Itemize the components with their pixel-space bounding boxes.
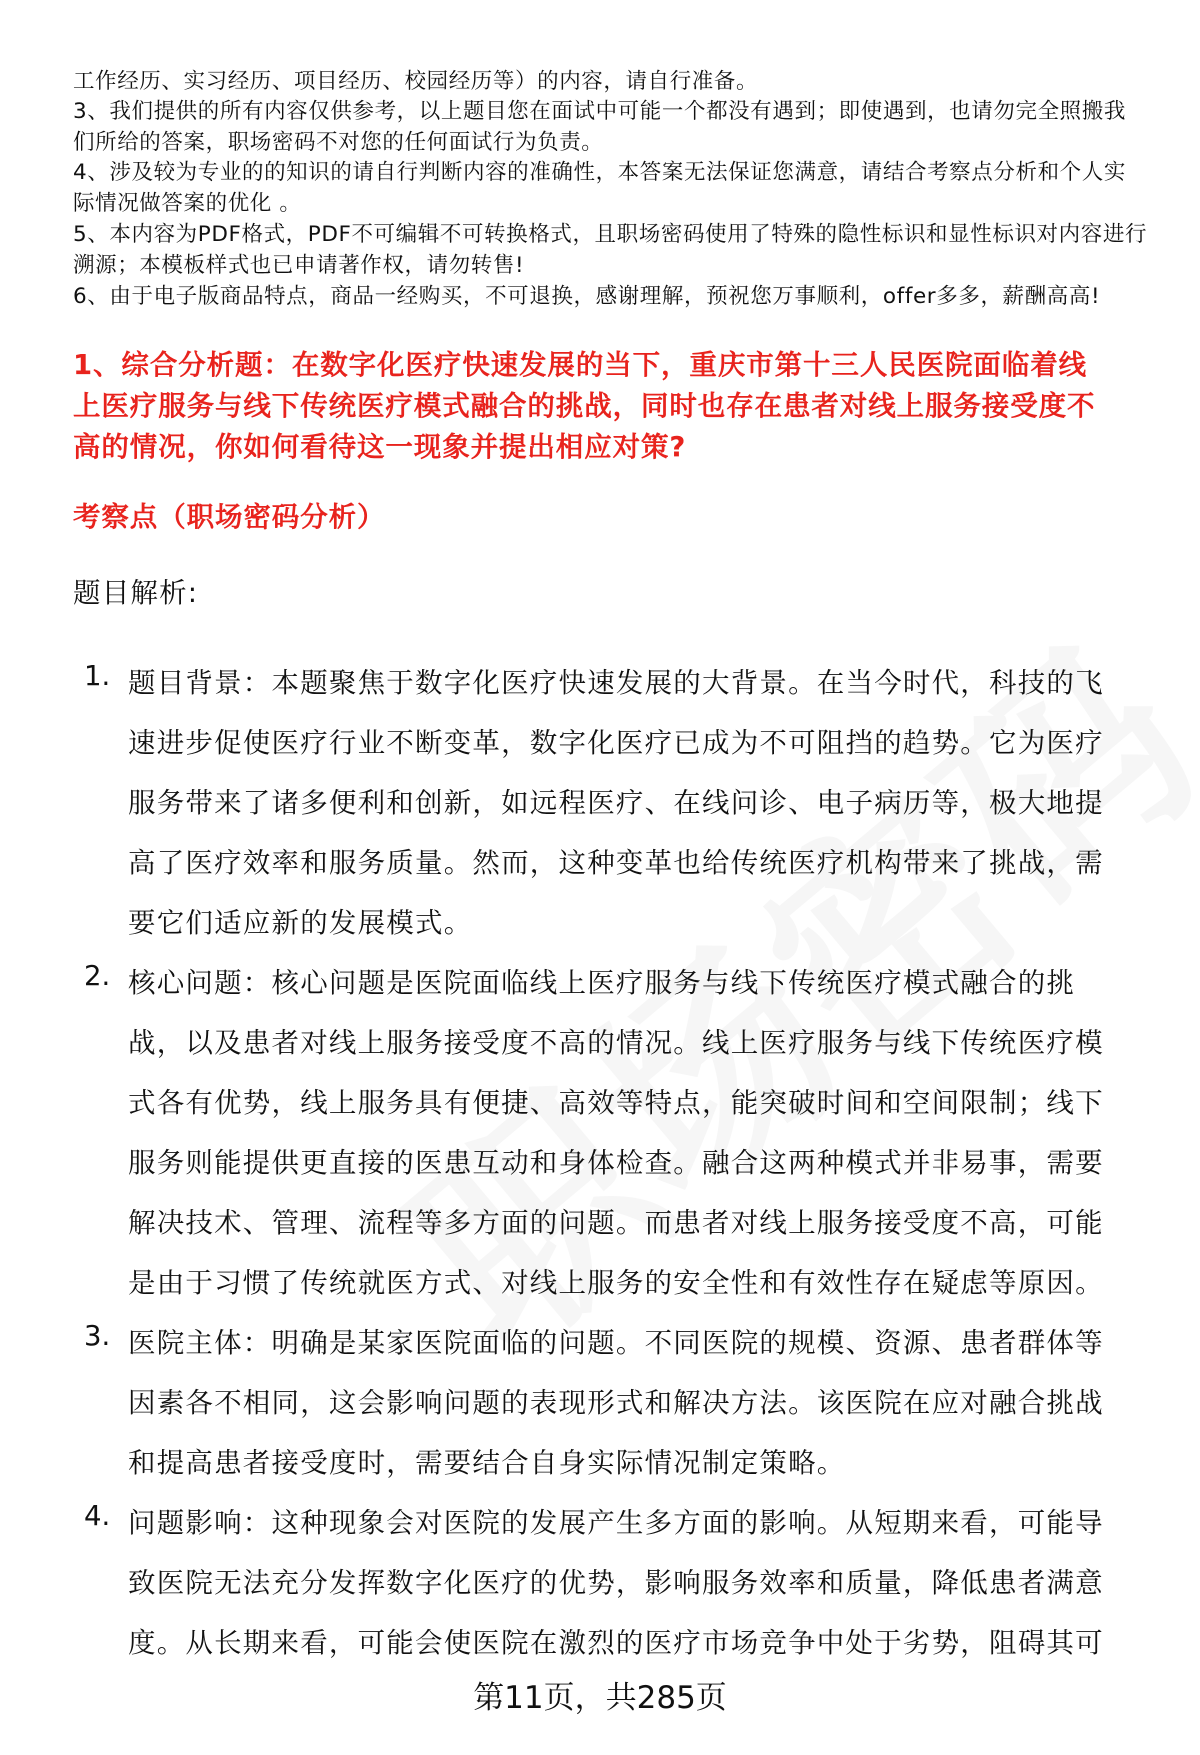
list-item-line: 速进步促使医疗行业不断变革，数字化医疗已成为不可阻挡的趋势。它为医疗	[128, 727, 1104, 759]
list-item-line: 致医院无法充分发挥数字化医疗的优势，影响服务效率和质量，降低患者满意	[128, 1567, 1104, 1599]
question-line: 上医疗服务与线下传统医疗模式融合的挑战，同时也存在患者对线上服务接受度不	[73, 390, 1096, 422]
list-item-line: 解决技术、管理、流程等多方面的问题。而患者对线上服务接受度不高，可能	[128, 1207, 1104, 1239]
note-line: 际情况做答案的优化 。	[73, 191, 302, 216]
list-item-line: 度。从长期来看，可能会使医院在激烈的医疗市场竞争中处于劣势，阻碍其可	[128, 1627, 1104, 1659]
note-line: 溯源；本模板样式也已申请著作权，请勿转售!	[73, 253, 525, 278]
list-item-line: 医院主体：明确是某家医院面临的问题。不同医院的规模、资源、患者群体等	[128, 1327, 1104, 1359]
note-line: 4、涉及较为专业的的知识的请自行判断内容的准确性，本答案无法保证您满意，请结合考察点分析和个人实	[73, 160, 1126, 185]
list-item-line: 问题影响：这种现象会对医院的发展产生多方面的影响。从短期来看，可能导	[128, 1507, 1104, 1539]
note-line: 6、由于电子版商品特点，商品一经购买，不可退换，感谢理解，预祝您万事顺利，offer多多，薪酬高高!	[73, 284, 1101, 309]
section-title: 考察点（职场密码分析）	[73, 501, 386, 533]
page-number: 第11页，共285页	[473, 1680, 727, 1716]
note-line: 5、本内容为PDF格式，PDF不可编辑不可转换格式，且职场密码使用了特殊的隐性标识和显性标识对内容进行	[73, 222, 1148, 247]
list-item-line: 服务带来了诸多便利和创新，如远程医疗、在线问诊、电子病历等，极大地提	[128, 787, 1104, 819]
list-item-line: 因素各不相同，这会影响问题的表现形式和解决方法。该医院在应对融合挑战	[128, 1387, 1104, 1419]
list-item-line: 服务则能提供更直接的医患互动和身体检查。融合这两种模式并非易事，需要	[128, 1147, 1104, 1179]
analysis-label: 题目解析:	[73, 577, 199, 609]
list-number: 1.	[84, 660, 111, 692]
note-line: 工作经历、实习经历、项目经历、校园经历等）的内容，请自行准备。	[73, 69, 759, 94]
list-item-line: 要它们适应新的发展模式。	[128, 907, 473, 939]
note-line: 们所给的答案，职场密码不对您的任何面试行为负责。	[73, 130, 604, 155]
list-item-line: 式各有优势，线上服务具有便捷、高效等特点，能突破时间和空间限制；线下	[128, 1087, 1104, 1119]
list-number: 3.	[84, 1320, 111, 1352]
list-item-line: 是由于习惯了传统就医方式、对线上服务的安全性和有效性存在疑虑等原因。	[128, 1267, 1104, 1299]
list-number: 4.	[84, 1500, 111, 1532]
list-item-line: 核心问题：核心问题是医院面临线上医疗服务与线下传统医疗模式融合的挑	[128, 967, 1076, 999]
list-item-line: 题目背景：本题聚焦于数字化医疗快速发展的大背景。在当今时代，科技的飞	[128, 667, 1104, 699]
list-number: 2.	[84, 960, 111, 992]
question-line: 高的情况，你如何看待这一现象并提出相应对策?	[73, 431, 687, 463]
note-line: 3、我们提供的所有内容仅供参考，以上题目您在面试中可能一个都没有遇到；即使遇到，也请勿完全照搬我	[73, 99, 1126, 124]
list-item-line: 和提高患者接受度时，需要结合自身实际情况制定策略。	[128, 1447, 846, 1479]
list-item-line: 高了医疗效率和服务质量。然而，这种变革也给传统医疗机构带来了挑战，需	[128, 847, 1104, 879]
list-item-line: 战，以及患者对线上服务接受度不高的情况。线上医疗服务与线下传统医疗模	[128, 1027, 1104, 1059]
question-line: 1、综合分析题：在数字化医疗快速发展的当下，重庆市第十三人民医院面临着线	[73, 349, 1088, 381]
